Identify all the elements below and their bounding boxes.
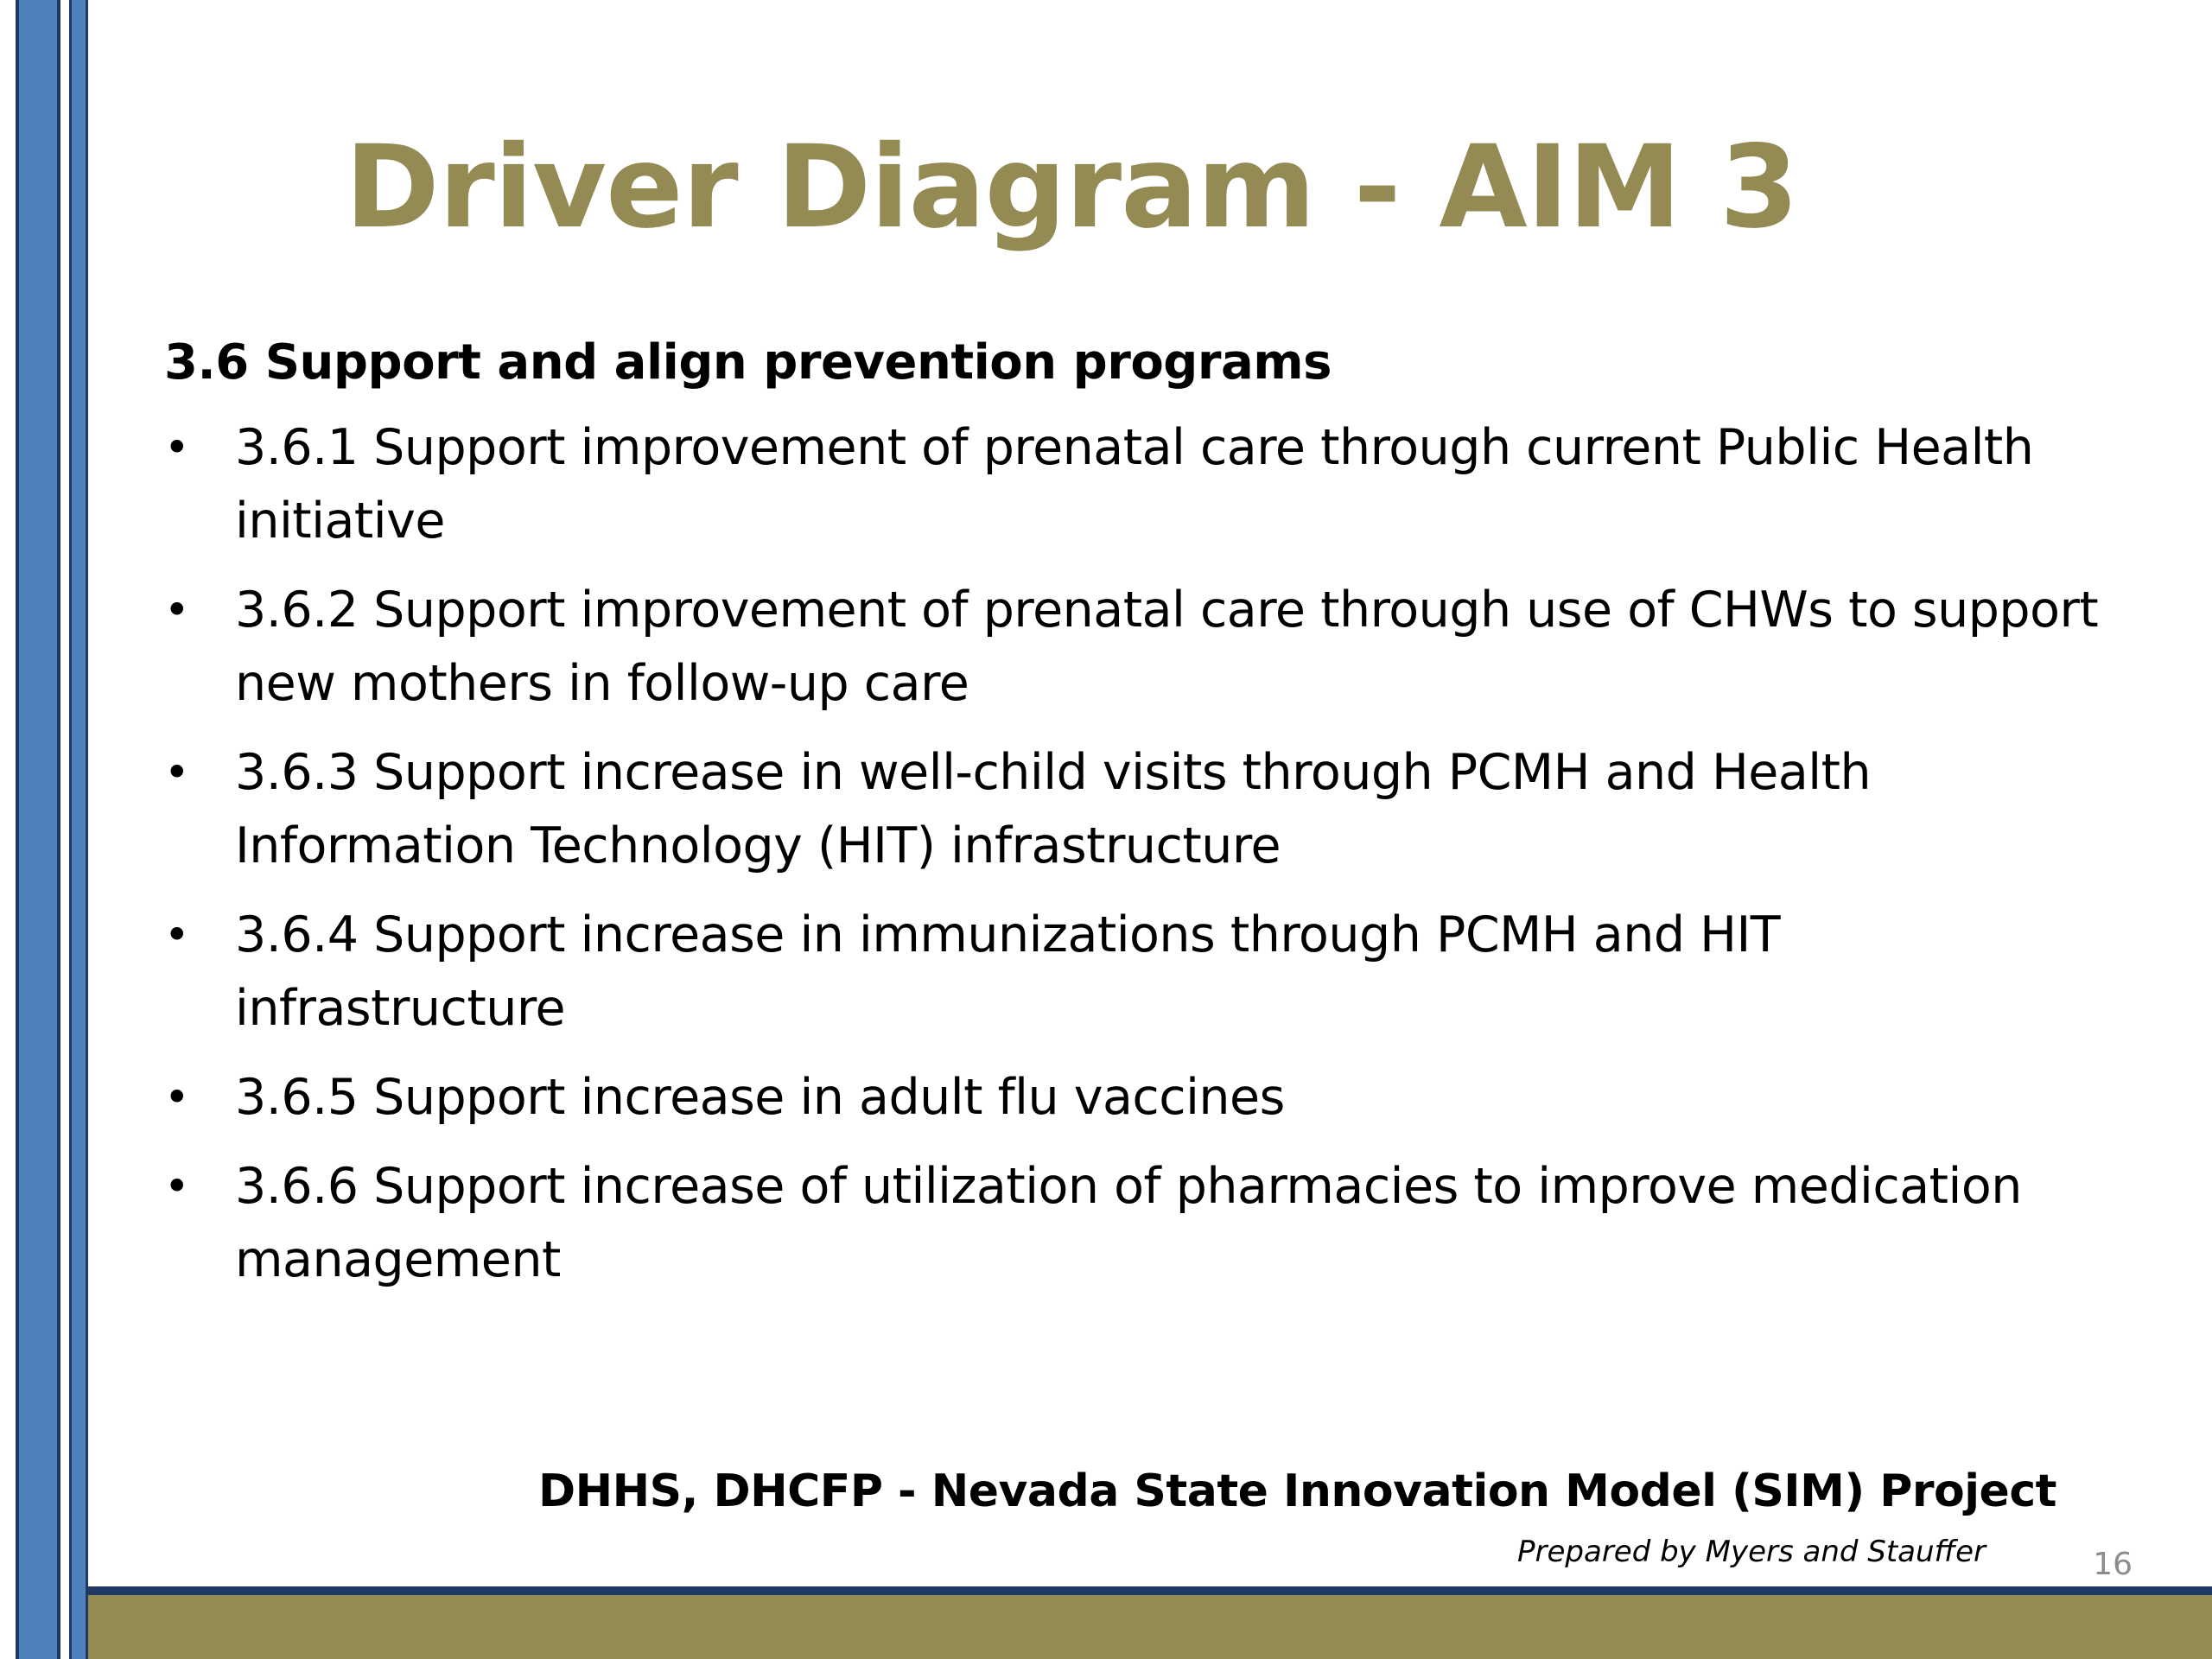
bullet-text: 3.6.6 Support increase of utilization of pharmacies to improve medication management: [235, 1158, 2022, 1288]
bullet-item: [164, 574, 2117, 721]
bullet-icon: •: [164, 1161, 189, 1211]
slide-content: [164, 327, 2117, 1313]
page-number: 16: [2093, 1547, 2133, 1582]
section-heading: 3.6 Support and align prevention programs: [164, 334, 1332, 391]
bullet-item: [164, 1061, 2117, 1135]
footer-prepared-by: Prepared by Myers and Stauffer: [1517, 1535, 1986, 1569]
bullet-icon: •: [164, 423, 189, 473]
bullet-icon: •: [164, 585, 189, 635]
slide-title: Driver Diagram - AIM 3: [345, 121, 1798, 254]
bottom-decorative-band: [88, 1595, 2212, 1659]
bullet-text: 3.6.3 Support increase in well-child visits through PCMH and Health Information Technology (HIT) infrastructure: [235, 744, 1872, 874]
bullet-item: [164, 736, 2117, 883]
bullet-item: [164, 411, 2117, 558]
bullet-icon: •: [164, 747, 189, 798]
bullet-text: 3.6.4 Support increase in immunizations through PCMH and HIT infrastructure: [235, 906, 1781, 1037]
bullet-item: [164, 1150, 2117, 1297]
bottom-divider: [88, 1586, 2212, 1595]
bullet-text: 3.6.5 Support increase in adult flu vaccines: [235, 1069, 1285, 1126]
bullet-item: [164, 899, 2117, 1046]
bullet-icon: •: [164, 1072, 189, 1122]
footer-project-title: DHHS, DHCFP - Nevada State Innovation Model (SIM) Project: [537, 1465, 2056, 1517]
bullet-list: [164, 411, 2117, 1297]
bullet-icon: •: [164, 910, 189, 960]
bullet-text: 3.6.2 Support improvement of prenatal care through use of CHWs to support new mothers in follow-up care: [235, 582, 2099, 712]
bullet-text: 3.6.1 Support improvement of prenatal care through current Public Health initiative: [235, 419, 2034, 550]
